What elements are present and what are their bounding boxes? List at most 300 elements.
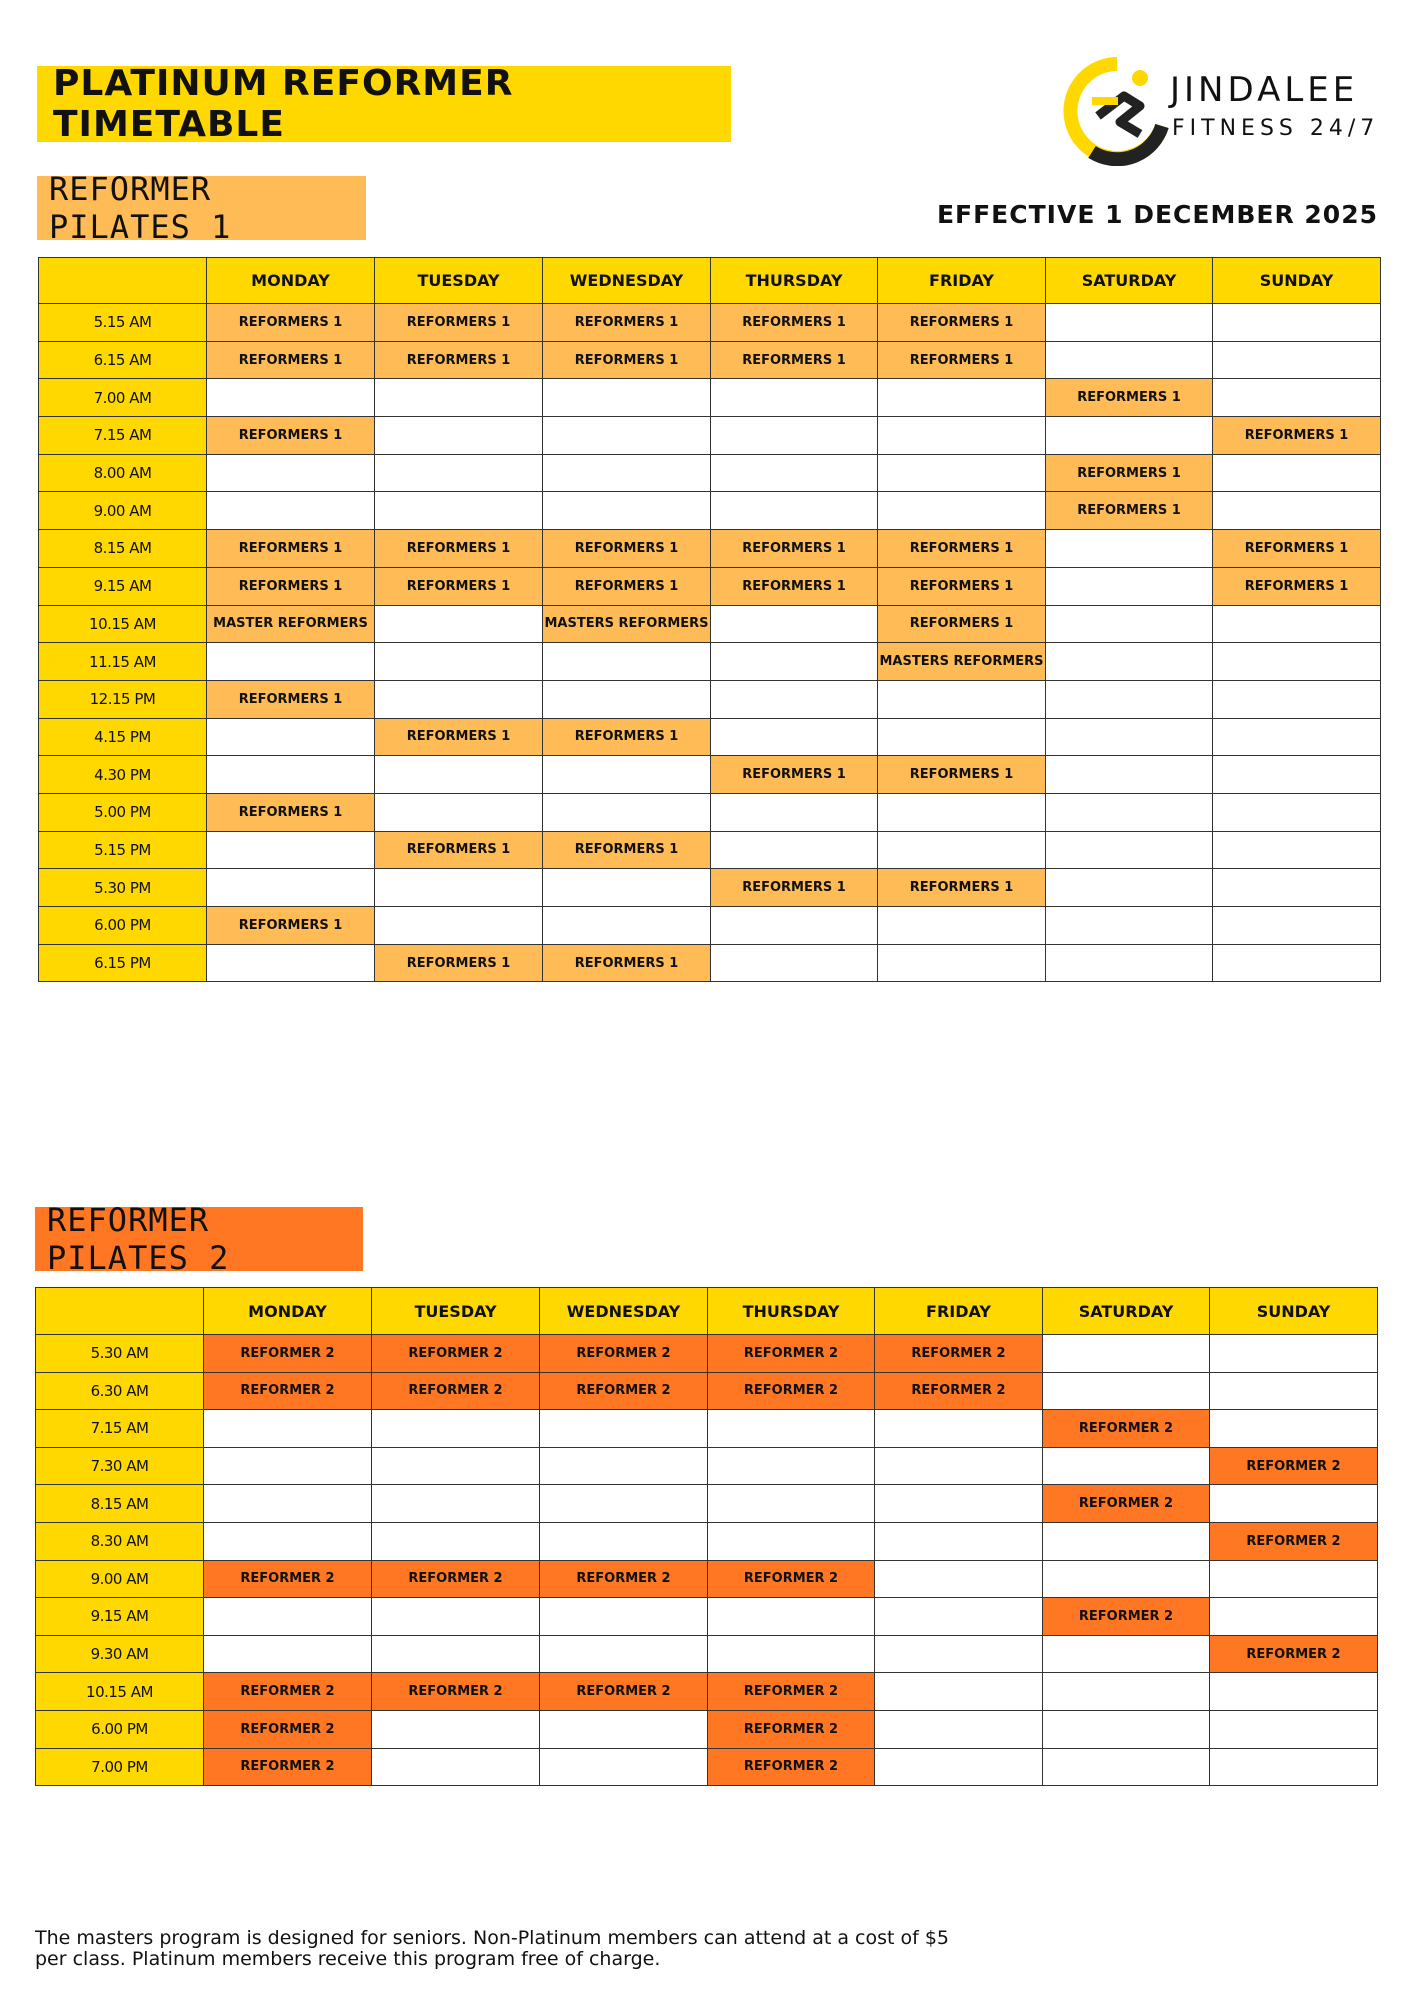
empty-cell xyxy=(875,1447,1043,1485)
class-cell: REFORMERS 1 xyxy=(543,718,711,756)
class-cell: REFORMERS 1 xyxy=(878,869,1046,907)
class-cell: REFORMERS 1 xyxy=(878,605,1046,643)
time-cell: 6.00 PM xyxy=(39,907,207,945)
empty-cell xyxy=(875,1485,1043,1523)
class-cell: REFORMER 2 xyxy=(708,1372,875,1410)
time-cell: 9.15 AM xyxy=(36,1598,204,1636)
time-cell: 11.15 AM xyxy=(39,643,207,681)
empty-cell xyxy=(875,1522,1043,1560)
empty-cell xyxy=(1046,869,1213,907)
empty-cell xyxy=(708,1522,875,1560)
empty-cell xyxy=(540,1710,708,1748)
empty-cell xyxy=(1046,643,1213,681)
table-row xyxy=(36,1560,1378,1598)
class-cell: REFORMERS 1 xyxy=(1046,379,1213,417)
empty-cell xyxy=(1213,680,1381,718)
empty-cell xyxy=(875,1673,1043,1711)
empty-cell xyxy=(375,869,543,907)
class-cell: REFORMERS 1 xyxy=(207,417,375,455)
day-header: TUESDAY xyxy=(372,1288,540,1335)
empty-cell xyxy=(207,492,375,530)
class-cell: REFORMERS 1 xyxy=(543,304,711,342)
empty-cell xyxy=(372,1710,540,1748)
class-cell: REFORMERS 1 xyxy=(207,793,375,831)
class-cell: REFORMER 2 xyxy=(1043,1485,1210,1523)
empty-cell xyxy=(875,1410,1043,1448)
table-row xyxy=(39,907,1381,945)
time-cell: 7.00 AM xyxy=(39,379,207,417)
empty-cell xyxy=(1043,1522,1210,1560)
empty-cell xyxy=(1046,718,1213,756)
table-row xyxy=(39,417,1381,455)
empty-cell xyxy=(1210,1485,1378,1523)
empty-cell xyxy=(708,1485,875,1523)
section1-label-text: REFORMER PILATES 1 xyxy=(49,170,232,246)
class-cell: REFORMERS 1 xyxy=(1046,454,1213,492)
class-cell: REFORMERS 1 xyxy=(207,567,375,605)
effective-date: EFFECTIVE 1 DECEMBER 2025 xyxy=(936,200,1378,229)
time-cell: 8.15 AM xyxy=(39,530,207,568)
class-cell: REFORMERS 1 xyxy=(375,341,543,379)
time-cell: 5.30 PM xyxy=(39,869,207,907)
empty-cell xyxy=(1210,1710,1378,1748)
table-row xyxy=(39,454,1381,492)
class-cell: REFORMER 2 xyxy=(204,1560,372,1598)
time-cell: 9.00 AM xyxy=(36,1560,204,1598)
table-row xyxy=(39,304,1381,342)
empty-cell xyxy=(708,1410,875,1448)
empty-cell xyxy=(207,718,375,756)
time-cell: 7.30 AM xyxy=(36,1447,204,1485)
class-cell: REFORMERS 1 xyxy=(543,530,711,568)
class-cell: REFORMER 2 xyxy=(1043,1598,1210,1636)
time-cell: 8.30 AM xyxy=(36,1522,204,1560)
time-cell: 4.15 PM xyxy=(39,718,207,756)
class-cell: MASTERS REFORMERS xyxy=(878,643,1046,681)
empty-cell xyxy=(207,944,375,982)
table-row xyxy=(39,605,1381,643)
empty-cell xyxy=(1213,605,1381,643)
table-row xyxy=(39,869,1381,907)
table-row xyxy=(39,379,1381,417)
day-header: FRIDAY xyxy=(875,1288,1043,1335)
class-cell: REFORMERS 1 xyxy=(878,304,1046,342)
empty-cell xyxy=(204,1410,372,1448)
empty-cell xyxy=(1210,1372,1378,1410)
empty-cell xyxy=(1213,304,1381,342)
empty-cell xyxy=(875,1748,1043,1786)
time-cell: 5.30 AM xyxy=(36,1335,204,1373)
empty-cell xyxy=(1213,454,1381,492)
time-cell: 5.00 PM xyxy=(39,793,207,831)
time-cell: 12.15 PM xyxy=(39,680,207,718)
time-cell: 9.00 AM xyxy=(39,492,207,530)
day-header: SUNDAY xyxy=(1210,1288,1378,1335)
class-cell: MASTERS REFORMERS xyxy=(543,605,711,643)
table-row xyxy=(39,341,1381,379)
class-cell: REFORMER 2 xyxy=(708,1560,875,1598)
empty-cell xyxy=(372,1485,540,1523)
empty-cell xyxy=(540,1447,708,1485)
note-line: The masters program is designed for seniors. Non-Platinum members can attend at a cost of $5 xyxy=(35,1927,950,1949)
empty-cell xyxy=(875,1710,1043,1748)
empty-cell xyxy=(1043,1635,1210,1673)
empty-cell xyxy=(1213,492,1381,530)
time-cell: 7.15 AM xyxy=(36,1410,204,1448)
time-cell: 10.15 AM xyxy=(36,1673,204,1711)
table-row xyxy=(39,680,1381,718)
empty-cell xyxy=(204,1447,372,1485)
class-cell: REFORMER 2 xyxy=(372,1335,540,1373)
masters-program-note xyxy=(35,1928,1035,1970)
table-row xyxy=(39,643,1381,681)
class-cell: REFORMER 2 xyxy=(372,1673,540,1711)
empty-cell xyxy=(375,492,543,530)
empty-cell xyxy=(375,605,543,643)
empty-cell xyxy=(1213,643,1381,681)
empty-cell xyxy=(372,1748,540,1786)
empty-cell xyxy=(372,1410,540,1448)
table-row xyxy=(36,1635,1378,1673)
empty-cell xyxy=(1046,605,1213,643)
empty-cell xyxy=(543,680,711,718)
table-row xyxy=(39,831,1381,869)
class-cell: REFORMERS 1 xyxy=(543,831,711,869)
empty-cell xyxy=(878,680,1046,718)
empty-cell xyxy=(372,1447,540,1485)
empty-cell xyxy=(711,379,878,417)
class-cell: REFORMERS 1 xyxy=(543,341,711,379)
empty-cell xyxy=(711,831,878,869)
empty-cell xyxy=(1046,944,1213,982)
empty-cell xyxy=(540,1485,708,1523)
time-cell: 5.15 PM xyxy=(39,831,207,869)
empty-cell xyxy=(875,1635,1043,1673)
class-cell: REFORMER 2 xyxy=(372,1372,540,1410)
empty-cell xyxy=(878,417,1046,455)
empty-cell xyxy=(1210,1598,1378,1636)
empty-cell xyxy=(1213,869,1381,907)
section2-label-text: REFORMER PILATES 2 xyxy=(47,1201,230,1277)
class-cell: REFORMERS 1 xyxy=(1213,417,1381,455)
class-cell: REFORMER 2 xyxy=(204,1335,372,1373)
brand-name: JINDALEE xyxy=(1170,70,1359,110)
runner-logo-icon xyxy=(1062,56,1172,166)
empty-cell xyxy=(1043,1447,1210,1485)
table-row xyxy=(36,1522,1378,1560)
section2-label xyxy=(35,1201,363,1277)
empty-cell xyxy=(1213,341,1381,379)
class-cell: REFORMERS 1 xyxy=(543,944,711,982)
day-header: SUNDAY xyxy=(1213,258,1381,304)
empty-cell xyxy=(543,379,711,417)
empty-cell xyxy=(1046,756,1213,794)
class-cell: REFORMERS 1 xyxy=(711,869,878,907)
empty-cell xyxy=(878,831,1046,869)
empty-cell xyxy=(711,454,878,492)
empty-cell xyxy=(1046,304,1213,342)
empty-cell xyxy=(543,793,711,831)
class-cell: REFORMER 2 xyxy=(708,1335,875,1373)
class-cell: REFORMERS 1 xyxy=(711,756,878,794)
class-cell: REFORMER 2 xyxy=(540,1372,708,1410)
empty-cell xyxy=(375,756,543,794)
class-cell: REFORMERS 1 xyxy=(375,567,543,605)
class-cell: REFORMER 2 xyxy=(540,1560,708,1598)
class-cell: REFORMERS 1 xyxy=(711,304,878,342)
empty-cell xyxy=(543,869,711,907)
empty-cell xyxy=(1210,1748,1378,1786)
empty-cell xyxy=(1213,718,1381,756)
class-cell: REFORMERS 1 xyxy=(207,341,375,379)
table-row xyxy=(36,1485,1378,1523)
empty-cell xyxy=(375,680,543,718)
empty-cell xyxy=(207,379,375,417)
empty-cell xyxy=(1043,1560,1210,1598)
empty-cell xyxy=(375,907,543,945)
empty-cell xyxy=(878,492,1046,530)
table-body xyxy=(39,304,1381,982)
empty-cell xyxy=(1043,1673,1210,1711)
time-cell: 6.00 PM xyxy=(36,1710,204,1748)
empty-cell xyxy=(543,492,711,530)
class-cell: REFORMERS 1 xyxy=(375,944,543,982)
empty-cell xyxy=(1213,379,1381,417)
empty-cell xyxy=(1210,1335,1378,1373)
empty-cell xyxy=(1213,944,1381,982)
empty-cell xyxy=(543,454,711,492)
class-cell: REFORMERS 1 xyxy=(1213,530,1381,568)
day-header: WEDNESDAY xyxy=(540,1288,708,1335)
class-cell: REFORMERS 1 xyxy=(207,680,375,718)
empty-cell xyxy=(1210,1410,1378,1448)
class-cell: REFORMER 2 xyxy=(708,1748,875,1786)
class-cell: REFORMERS 1 xyxy=(711,567,878,605)
empty-cell xyxy=(711,643,878,681)
empty-cell xyxy=(372,1522,540,1560)
brand-logo xyxy=(1062,56,1382,166)
empty-cell xyxy=(204,1522,372,1560)
table-body xyxy=(36,1335,1378,1786)
empty-cell xyxy=(875,1598,1043,1636)
class-cell: REFORMERS 1 xyxy=(878,756,1046,794)
table-row xyxy=(36,1598,1378,1636)
empty-cell xyxy=(1046,907,1213,945)
empty-cell xyxy=(708,1635,875,1673)
time-cell: 10.15 AM xyxy=(39,605,207,643)
class-cell: REFORMERS 1 xyxy=(207,530,375,568)
corner-cell xyxy=(39,258,207,304)
empty-cell xyxy=(878,718,1046,756)
class-cell: REFORMERS 1 xyxy=(543,567,711,605)
table-row xyxy=(36,1748,1378,1786)
class-cell: REFORMERS 1 xyxy=(878,567,1046,605)
class-cell: REFORMERS 1 xyxy=(207,304,375,342)
time-cell: 9.15 AM xyxy=(39,567,207,605)
time-cell: 6.15 AM xyxy=(39,341,207,379)
empty-cell xyxy=(711,492,878,530)
empty-cell xyxy=(711,944,878,982)
empty-cell xyxy=(1043,1748,1210,1786)
class-cell: REFORMER 2 xyxy=(204,1372,372,1410)
empty-cell xyxy=(375,417,543,455)
empty-cell xyxy=(1046,530,1213,568)
class-cell: REFORMER 2 xyxy=(1210,1447,1378,1485)
table-row xyxy=(39,567,1381,605)
class-cell: REFORMERS 1 xyxy=(711,530,878,568)
day-header: WEDNESDAY xyxy=(543,258,711,304)
empty-cell xyxy=(1213,831,1381,869)
table-row xyxy=(36,1673,1378,1711)
table-row xyxy=(36,1447,1378,1485)
section1-label xyxy=(37,170,366,246)
empty-cell xyxy=(204,1485,372,1523)
empty-cell xyxy=(540,1598,708,1636)
empty-cell xyxy=(1213,907,1381,945)
empty-cell xyxy=(1213,756,1381,794)
empty-cell xyxy=(1043,1335,1210,1373)
empty-cell xyxy=(1046,567,1213,605)
time-cell: 7.15 AM xyxy=(39,417,207,455)
class-cell: REFORMER 2 xyxy=(1210,1522,1378,1560)
empty-cell xyxy=(1043,1372,1210,1410)
day-header: THURSDAY xyxy=(708,1288,875,1335)
time-cell: 7.00 PM xyxy=(36,1748,204,1786)
empty-cell xyxy=(543,643,711,681)
empty-cell xyxy=(543,756,711,794)
empty-cell xyxy=(711,605,878,643)
empty-cell xyxy=(543,417,711,455)
empty-cell xyxy=(1210,1560,1378,1598)
table-row xyxy=(39,718,1381,756)
class-cell: REFORMER 2 xyxy=(540,1335,708,1373)
day-header: FRIDAY xyxy=(878,258,1046,304)
class-cell: REFORMERS 1 xyxy=(375,304,543,342)
empty-cell xyxy=(878,907,1046,945)
class-cell: REFORMERS 1 xyxy=(878,530,1046,568)
class-cell: REFORMERS 1 xyxy=(711,341,878,379)
class-cell: REFORMERS 1 xyxy=(375,530,543,568)
time-cell: 6.15 PM xyxy=(39,944,207,982)
empty-cell xyxy=(711,907,878,945)
class-cell: REFORMER 2 xyxy=(708,1673,875,1711)
empty-cell xyxy=(1210,1673,1378,1711)
class-cell: MASTER REFORMERS xyxy=(207,605,375,643)
class-cell: REFORMER 2 xyxy=(875,1372,1043,1410)
note-line: per class. Platinum members receive this program free of charge. xyxy=(35,1948,661,1970)
empty-cell xyxy=(711,417,878,455)
empty-cell xyxy=(1213,793,1381,831)
reformer-pilates-1-table xyxy=(38,257,1381,982)
empty-cell xyxy=(372,1635,540,1673)
empty-cell xyxy=(878,379,1046,417)
day-header: MONDAY xyxy=(204,1288,372,1335)
brand-tagline: FITNESS 24/7 xyxy=(1172,116,1380,141)
table-row xyxy=(39,492,1381,530)
empty-cell xyxy=(878,454,1046,492)
page-title-text: PLATINUM REFORMER TIMETABLE xyxy=(53,63,514,145)
day-header: TUESDAY xyxy=(375,258,543,304)
day-header: SATURDAY xyxy=(1046,258,1213,304)
day-header: MONDAY xyxy=(207,258,375,304)
empty-cell xyxy=(1046,831,1213,869)
page-title xyxy=(37,63,731,145)
day-header: THURSDAY xyxy=(711,258,878,304)
reformer-pilates-2-table xyxy=(35,1287,1378,1786)
class-cell: REFORMER 2 xyxy=(708,1710,875,1748)
class-cell: REFORMER 2 xyxy=(204,1748,372,1786)
class-cell: REFORMER 2 xyxy=(372,1560,540,1598)
empty-cell xyxy=(711,680,878,718)
empty-cell xyxy=(540,1522,708,1560)
class-cell: REFORMER 2 xyxy=(540,1673,708,1711)
empty-cell xyxy=(875,1560,1043,1598)
class-cell: REFORMER 2 xyxy=(875,1335,1043,1373)
time-cell: 6.30 AM xyxy=(36,1372,204,1410)
class-cell: REFORMERS 1 xyxy=(878,341,1046,379)
table-row xyxy=(39,793,1381,831)
time-cell: 9.30 AM xyxy=(36,1635,204,1673)
class-cell: REFORMER 2 xyxy=(204,1673,372,1711)
empty-cell xyxy=(372,1598,540,1636)
empty-cell xyxy=(1046,793,1213,831)
class-cell: REFORMER 2 xyxy=(1043,1410,1210,1448)
corner-cell xyxy=(36,1288,204,1335)
empty-cell xyxy=(540,1748,708,1786)
empty-cell xyxy=(708,1598,875,1636)
empty-cell xyxy=(207,454,375,492)
class-cell: REFORMERS 1 xyxy=(375,831,543,869)
empty-cell xyxy=(543,907,711,945)
class-cell: REFORMERS 1 xyxy=(1213,567,1381,605)
table-row xyxy=(36,1372,1378,1410)
table-row xyxy=(39,756,1381,794)
table-header-row xyxy=(36,1288,1378,1335)
empty-cell xyxy=(375,643,543,681)
table-row xyxy=(36,1710,1378,1748)
empty-cell xyxy=(711,718,878,756)
empty-cell xyxy=(204,1635,372,1673)
table-row xyxy=(39,530,1381,568)
class-cell: REFORMERS 1 xyxy=(207,907,375,945)
empty-cell xyxy=(207,869,375,907)
day-header: SATURDAY xyxy=(1043,1288,1210,1335)
empty-cell xyxy=(375,454,543,492)
empty-cell xyxy=(711,793,878,831)
empty-cell xyxy=(708,1447,875,1485)
class-cell: REFORMER 2 xyxy=(204,1710,372,1748)
empty-cell xyxy=(878,944,1046,982)
class-cell: REFORMERS 1 xyxy=(375,718,543,756)
empty-cell xyxy=(540,1635,708,1673)
table-row xyxy=(36,1335,1378,1373)
empty-cell xyxy=(1046,341,1213,379)
table-header-row xyxy=(39,258,1381,304)
table-row xyxy=(36,1410,1378,1448)
empty-cell xyxy=(878,793,1046,831)
time-cell: 4.30 PM xyxy=(39,756,207,794)
empty-cell xyxy=(207,756,375,794)
time-cell: 5.15 AM xyxy=(39,304,207,342)
time-cell: 8.00 AM xyxy=(39,454,207,492)
empty-cell xyxy=(375,379,543,417)
empty-cell xyxy=(207,643,375,681)
empty-cell xyxy=(540,1410,708,1448)
empty-cell xyxy=(1046,417,1213,455)
empty-cell xyxy=(207,831,375,869)
time-cell: 8.15 AM xyxy=(36,1485,204,1523)
table-row xyxy=(39,944,1381,982)
